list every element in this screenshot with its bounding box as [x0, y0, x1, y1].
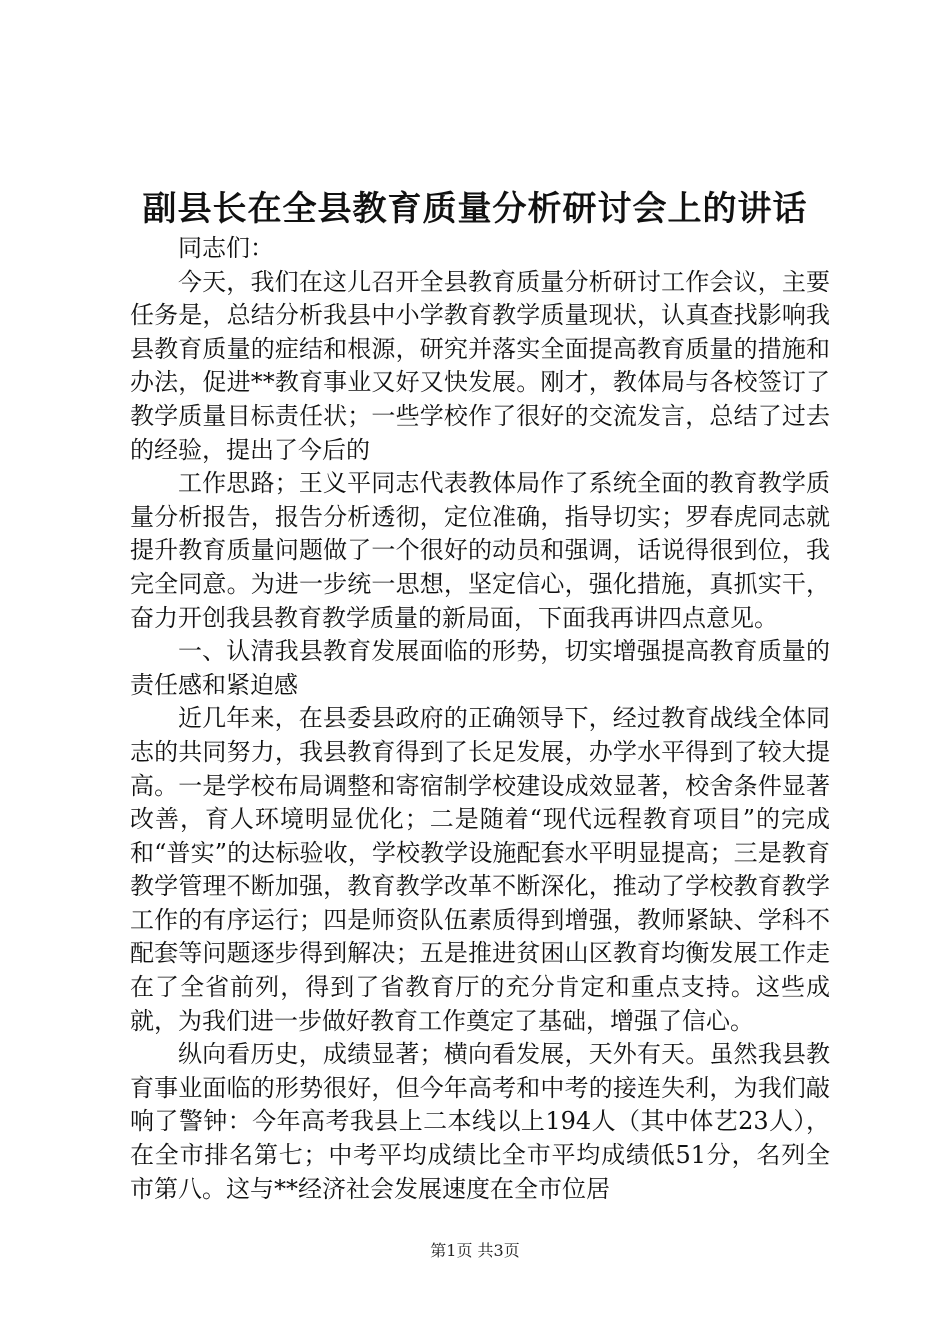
- body-paragraph: 纵向看历史，成绩显著；横向看发展，天外有天。虽然我县教育事业面临的形势很好，但今年高考和中考的接连失利，为我们敲响了警钟：今年高考我县上二本线以上194人（其中体艺23人），在全市排名第七；中考平均成绩比全市平均成绩低51分，名列全市第八。这与**经济社会发展速度在全市位居: [130, 1040, 830, 1203]
- document-body: [130, 232, 830, 1206]
- body-paragraph: 近几年来，在县委县政府的正确领导下，经过教育战线全体同志的共同努力，我县教育得到了长足发展，办学水平得到了较大提高。一是学校布局调整和寄宿制学校建设成效显著，校舍条件显著改善，育人环境明显优化；二是随着“现代远程教育项目”的完成和“普实”的达标验收，学校教学设施配套水平明显提高；三是教育教学管理不断加强，教育教学改革不断深化，推动了学校教育教学工作的有序运行；四是师资队伍素质得到增强，教师紧缺、学科不配套等问题逐步得到解决；五是推进贫困山区教育均衡发展工作走在了全省前列，得到了省教育厅的充分肯定和重点支持。这些成就，为我们进一步做好教育工作奠定了基础，增强了信心。: [130, 704, 830, 1035]
- salutation-paragraph: 同志们：: [178, 234, 274, 262]
- section-heading: 一、认清我县教育发展面临的形势，切实增强提高教育质量的责任感和紧迫感: [130, 637, 830, 699]
- body-paragraph: 工作思路；王义平同志代表教体局作了系统全面的教育教学质量分析报告，报告分析透彻，定位准确，指导切实；罗春虎同志就提升教育质量问题做了一个很好的动员和强调，话说得很到位，我完全同意。为进一步统一思想，坚定信心，强化措施，真抓实干，奋力开创我县教育教学质量的新局面，下面我再讲四点意见。: [130, 469, 830, 632]
- body-paragraph: 今天，我们在这儿召开全县教育质量分析研讨工作会议，主要任务是，总结分析我县中小学教育教学质量现状，认真查找影响我县教育质量的症结和根源，研究并落实全面提高教育质量的措施和办法，促进**教育事业又好又快发展。刚才，教体局与各校签订了教学质量目标责任状；一些学校作了很好的交流发言，总结了过去的经验，提出了今后的: [130, 267, 830, 464]
- document-title: 副县长在全县教育质量分析研讨会上的讲话: [142, 189, 808, 229]
- page-footer: 第1页 共3页: [430, 1241, 520, 1260]
